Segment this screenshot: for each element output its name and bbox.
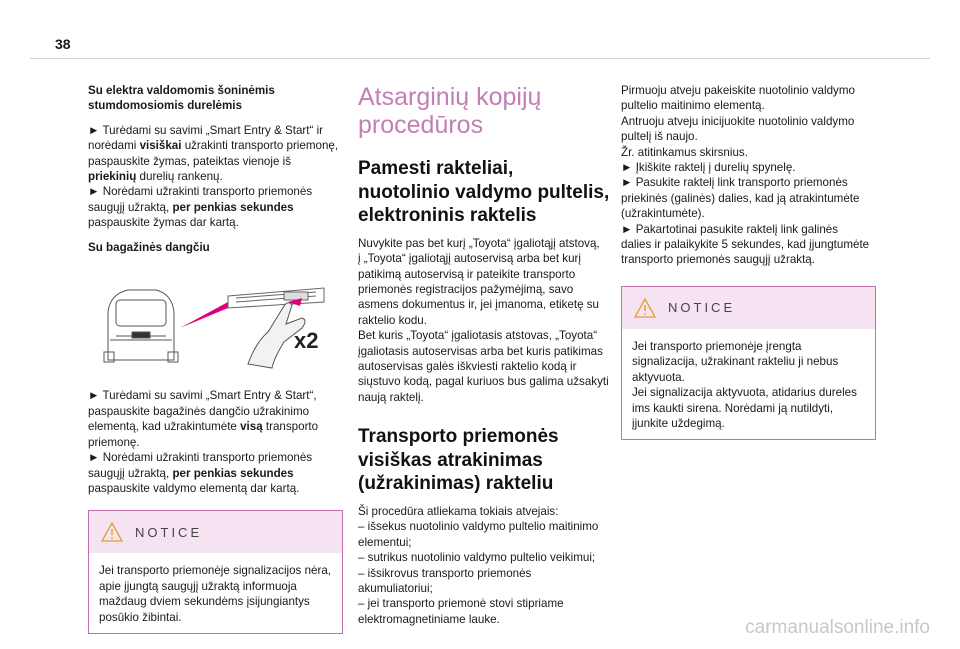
text-line: ► Turėdami su savimi „Smart Entry & Start“ ir	[88, 123, 324, 137]
heading-line: visiškas atrakinimas	[358, 449, 543, 471]
text-line: ► Įkiškite raktelį į durelių spynelę.	[621, 161, 796, 175]
heading-line: Pamesti rakteliai,	[358, 158, 514, 179]
text-line: elektromagnetiniame lauke.	[358, 612, 500, 626]
text-line: ims kaukti sirena. Norėdami ją nutildyti,	[632, 401, 834, 415]
text-line: – sutrikus nuotolinio valdymo pultelio veikimui;	[358, 551, 596, 565]
text-line: – išsikrovus transporto priemonės	[358, 566, 532, 580]
text-line: siųstuvo kodą, pagal kuriuos bus galima užsakyti	[358, 375, 609, 389]
text-line: norėdami visiškai užrakinti transporto priemonę,	[88, 139, 339, 153]
figure-label-x2: x2	[294, 328, 319, 354]
text-line: (užrakintumėte).	[621, 207, 705, 221]
notice-header	[89, 511, 342, 553]
text-line: Nuvykite pas bet kurį „Toyota“ įgaliotąjį atstovą,	[358, 236, 600, 250]
heading-line: Su elektra valdomomis šoninėmis	[88, 84, 275, 97]
notice-box	[621, 286, 876, 440]
text-line: ► Turėdami su savimi „Smart Entry & Start“,	[88, 389, 317, 403]
text-line: saugųjį užraktą, per penkias sekundes	[88, 200, 294, 214]
text-line: posūkio žibintai.	[99, 610, 182, 624]
text-line: – išsekus nuotolinio valdymo pultelio maitinimo	[358, 520, 599, 534]
text-line: apie įjungtą saugųjį užraktą informuoja	[99, 579, 297, 593]
text-line: – jei transporto priemonė stovi stipriame	[358, 597, 564, 611]
section-title	[358, 83, 613, 139]
text-line: maždaug dviem sekundėms įsijungiantys	[99, 595, 310, 609]
notice-box	[88, 510, 343, 634]
bold-text: visiškai	[139, 139, 182, 153]
warning-triangle-icon	[634, 298, 656, 318]
text-line: saugųjį užraktą, per penkias sekundes	[88, 466, 294, 480]
text-line: ► Pasukite raktelį link transporto priemonės	[621, 176, 848, 190]
bold-text: per penkias sekundes	[172, 200, 294, 214]
paragraph	[88, 123, 343, 231]
page-number: 38	[55, 36, 71, 52]
text-line: asmens dokumentus ir, jei įmanoma, etiketę su	[358, 298, 600, 312]
text-line: Ši procedūra atliekama tokiais atvejais:	[358, 505, 559, 519]
text-line: priekinių durelių rankenų.	[88, 170, 223, 184]
text-line: priemonę.	[88, 435, 140, 449]
text-line: Pirmuoju atveju pakeiskite nuotolinio valdymo	[621, 84, 855, 97]
section-heading-sliding-doors	[88, 83, 343, 114]
text-line: Jei transporto priemonėje signalizacijos nėra,	[99, 564, 331, 578]
text-line: įjunkite uždegimą.	[632, 416, 725, 430]
bold-text: per penkias sekundes	[172, 466, 294, 480]
section-heading-tailgate: Su bagažinės dangčiu	[88, 240, 210, 254]
notice-text	[622, 329, 875, 439]
text-line: įgaliotasis autoservisas arba bet kuris patikimas	[358, 344, 603, 358]
notice-text	[89, 553, 342, 633]
text-line: paspauskite bagažinės dangčio užrakinimo	[88, 404, 310, 418]
warning-triangle-icon	[101, 522, 123, 542]
notice-header	[622, 287, 875, 329]
subsection-heading-lost-keys	[358, 157, 613, 228]
text-line: patikimą autoservisą ir pateikite transporto	[358, 267, 576, 281]
text-line: naują raktelį.	[358, 390, 424, 404]
paragraph	[358, 236, 613, 405]
text-line: ► Pakartotinai pasukite raktelį link galinės	[621, 222, 839, 236]
tailgate-illustration	[88, 272, 343, 372]
paragraph	[621, 83, 876, 268]
text-line: autoservisas galės iškviesti raktelio kodą ir	[358, 360, 577, 374]
watermark: carmanualsonline.info	[745, 617, 930, 638]
bold-text: visą	[240, 420, 263, 434]
bold-text: priekinių	[88, 170, 137, 184]
column-left	[88, 83, 343, 640]
text-line: ► Norėdami užrakinti transporto priemonės	[88, 451, 313, 465]
text-line: į „Toyota“ įgaliotąjį autoservisą arba bet kurį	[358, 252, 581, 266]
paragraph	[358, 504, 613, 627]
notice-title: NOTICE	[668, 300, 736, 316]
text-line: priekinės (galinės) dalies, kad ją atrakintumėte	[621, 191, 860, 205]
text-line: pultelį iš naujo.	[621, 130, 698, 144]
text-line: elementui;	[358, 535, 412, 549]
heading-line: (užrakinimas) rakteliu	[358, 473, 554, 495]
column-middle	[358, 83, 613, 636]
header-divider	[30, 58, 930, 59]
text-line: pultelio maitinimo elementą.	[621, 99, 765, 113]
text-line: paspauskite valdymo elementą dar kartą.	[88, 481, 300, 495]
text-line: akumuliatoriui;	[358, 582, 433, 596]
subsection-heading-key-unlock	[358, 425, 613, 496]
text-line: paspauskite žymas, pateiktas vienoje iš	[88, 154, 291, 168]
text-line: aktyvuota.	[632, 370, 685, 384]
notice-title: NOTICE	[135, 524, 203, 540]
text-line: paspauskite žymas dar kartą.	[88, 216, 239, 230]
text-line: Jei signalizacija aktyvuota, atidarius dureles	[632, 386, 857, 400]
paragraph	[88, 388, 343, 496]
heading-line: Transporto priemonės	[358, 426, 559, 448]
text-line: Antruoju atveju inicijuokite nuotolinio valdymo	[621, 114, 855, 128]
text-line: Jei transporto priemonėje įrengta	[632, 339, 802, 353]
text-line: priemonės registracijos pažymėjimą, savo	[358, 283, 574, 296]
heading-line: elektroninis raktelis	[358, 205, 537, 227]
title-line: Atsarginių kopijų	[358, 83, 542, 111]
title-line: procedūros	[358, 111, 484, 139]
text-line: ► Norėdami užrakinti transporto priemonės	[88, 185, 313, 199]
text-line: transporto priemonės saugųjį užraktą.	[621, 253, 815, 267]
text-line: signalizacija, užrakinant rakteliu ji nebus	[632, 355, 839, 369]
column-right	[621, 83, 876, 446]
text-line: elementą, kad užrakintumėte visą transporto	[88, 420, 319, 434]
heading-line: nuotolinio valdymo pultelis,	[358, 181, 610, 203]
text-line: Žr. atitinkamus skirsnius.	[621, 145, 748, 159]
text-line: raktelio kodu.	[358, 313, 427, 327]
text-line: dalies ir palaikykite 5 sekundes, kad įjungtumėte	[621, 238, 870, 252]
text-line: Bet kuris „Toyota“ įgaliotasis atstovas, „Toyota“	[358, 329, 598, 343]
heading-line: stumdomosiomis durelėmis	[88, 99, 242, 113]
